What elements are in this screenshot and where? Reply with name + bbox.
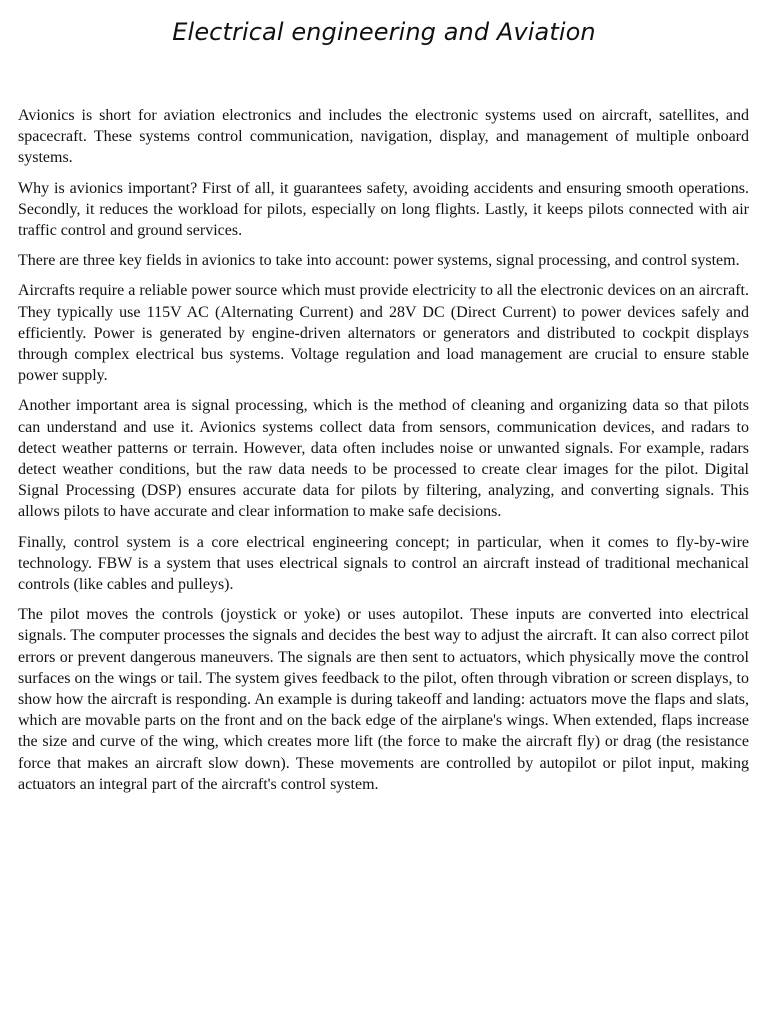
paragraph-key-fields: There are three key fields in avionics to take into account: power systems, signal processing, and control system.	[18, 252, 740, 270]
paragraph-fly-by-wire-details: The pilot moves the controls (joystick or yoke) or uses autopilot. These inputs are converted into electrical signals. The computer processes the signals and decides the best way to adjust the aircraft. It can also correct pilot errors or prevent dangerous maneuvers. The signals are then sent to actuators, which physically move the control surfaces on the wings or tail. The system gives feedback to the pilot, often through vibration or screen displays, to show how the aircraft is responding. An example is during takeoff and landing: actuators move the flaps and slats, which are movable parts on the front and on the back edge of the airplane's wings. When extended, flaps increase the size and curve of the wing, which creates more lift (the force to make the aircraft fly) or drag (the resistance force that makes an aircraft slow down). These movements are controlled by autopilot or pilot input, making actuators an integral part of the aircraft's control system.	[18, 606, 749, 793]
document-title: Electrical engineering and Aviation	[172, 18, 596, 46]
paragraph-signal-processing: Another important area is signal processing, which is the method of cleaning and organizing data so that pilots can understand and use it. Avionics systems collect data from sensors, communication devices, and radars to detect weather patterns or terrain. However, data often includes noise or unwanted signals. For example, radars detect weather conditions, but the raw data needs to be processed to create clear images for the pilot. Digital Signal Processing (DSP) ensures accurate data for pilots by filtering, analyzing, and converting signals. This allows pilots to have accurate and clear information to make safe decisions.	[18, 397, 749, 521]
paragraph-avionics-importance: Why is avionics important? First of all, it guarantees safety, avoiding accidents and ensuring smooth operations. Secondly, it reduces the workload for pilots, especially on long flights. Lastly, it keeps pilots connected with air traffic control and ground services.	[18, 179, 749, 240]
paragraph-avionics-definition: Avionics is short for aviation electronics and includes the electronic systems used on aircraft, satellites, and spacecraft. These systems control communication, navigation, display, and management of multiple onboard systems.	[18, 107, 749, 167]
document-body	[18, 105, 749, 795]
paragraph-control-system: Finally, control system is a core electrical engineering concept; in particular, when it comes to fly-by-wire technology. FBW is a system that uses electrical signals to control an aircraft instead of traditional mechanical controls (like cables and pulleys).	[18, 533, 749, 594]
paragraph-power-systems: Aircrafts require a reliable power source which must provide electricity to all the electronic devices on an aircraft. They typically use 115V AC (Alternating Current) and 28V DC (Direct Current) to power devices safely and efficiently. Power is generated by engine-driven alternators or generators and distributed to cockpit displays through complex electrical bus systems. Voltage regulation and load management are crucial to ensure stable power supply.	[18, 282, 749, 385]
